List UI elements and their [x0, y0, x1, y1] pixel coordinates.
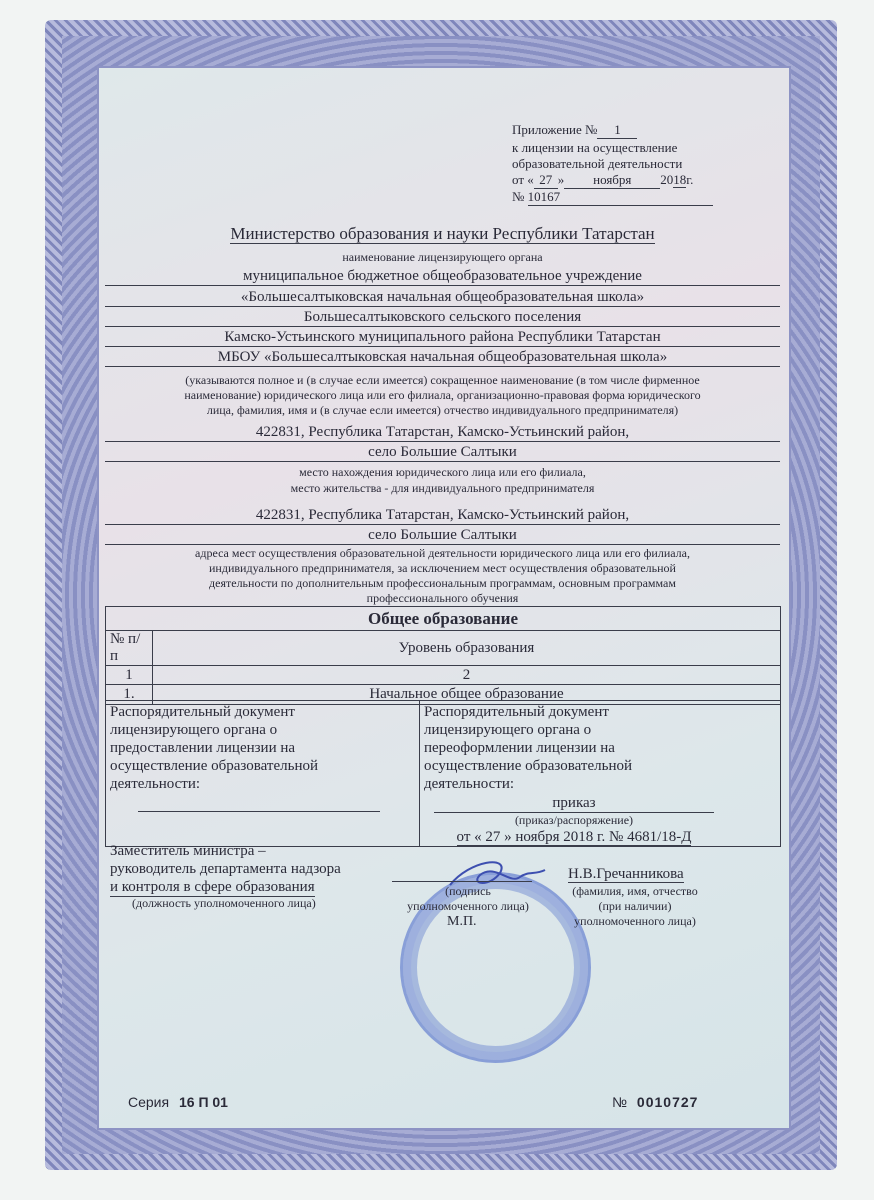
organization-caption: лица, фамилия, имя и (в случае если имеется) отчество индивидуального предпринимателя): [206, 403, 679, 417]
signature-caption: [388, 884, 548, 914]
row-number: 1.: [106, 685, 153, 705]
doc-line: деятельности:: [424, 776, 515, 792]
location-line: 422831, Республика Татарстан, Камско-Устьинский район,: [105, 424, 780, 442]
licensing-authority: [105, 224, 780, 244]
position-line: руководитель департамента надзора: [110, 861, 341, 877]
appendix-line: к лицензии на осуществление: [512, 140, 678, 155]
form-number-label: №: [612, 1094, 628, 1110]
doc-line: осуществление образовательной: [110, 758, 318, 774]
doc-line: осуществление образовательной: [424, 758, 632, 774]
date-year: 18: [673, 172, 687, 187]
form-number: [612, 1094, 698, 1110]
appendix-number-value: 1: [597, 122, 637, 139]
organization-caption: (указываются полное и (в случае если имеется) сокращенное наименование (в том числе фирменное: [185, 373, 700, 387]
doc-line: деятельности:: [110, 776, 201, 792]
seal-label: М.П.: [447, 914, 477, 929]
organization-line: «Большесалтыковская начальная общеобразовательная школа»: [105, 289, 780, 307]
row-level: Начальное общее образование: [153, 685, 781, 705]
organization-line: МБОУ «Большесалтыковская начальная общеобразовательная школа»: [105, 349, 780, 367]
document-type-caption: (приказ/распоряжение): [514, 813, 634, 827]
authority-name: Министерство образования и науки Республики Татарстан: [230, 224, 655, 243]
blank-line: [138, 811, 380, 812]
caption-line: (фамилия, имя, отчество: [572, 884, 698, 898]
document-type: приказ: [434, 794, 714, 813]
location-line: село Большие Салтыки: [105, 444, 780, 462]
authority-caption: наименование лицензирующего органа: [342, 250, 543, 264]
date-prefix: от «: [512, 172, 534, 187]
organization-line: муниципальное бюджетное общеобразовательное учреждение: [105, 268, 780, 286]
position-line: и контроля в сфере образования: [110, 879, 315, 895]
appendix-number: [512, 122, 637, 139]
position-line: Заместитель министра –: [110, 843, 266, 859]
appendix-line: образовательной деятельности: [512, 156, 683, 171]
number-label: №: [512, 189, 525, 204]
location-caption: место жительства - для индивидуального предпринимателя: [290, 481, 595, 495]
name-caption: [555, 884, 715, 929]
header-level: Уровень образования: [153, 631, 781, 666]
location-caption: место нахождения юридического лица или его филиала,: [299, 465, 586, 479]
organization-caption: наименование) юридического лица или его филиала, организационно-правовая форма юридического: [184, 388, 701, 402]
index-cell: 1: [106, 666, 153, 685]
doc-line: лицензирующего органа о: [424, 722, 592, 738]
index-cell: 2: [153, 666, 781, 685]
activity-address-line: 422831, Республика Татарстан, Камско-Устьинский район,: [105, 507, 780, 525]
organization-line: Камско-Устьинского муниципального района Республики Татарстан: [105, 329, 780, 347]
grant-document-cell: [106, 701, 420, 847]
doc-line: предоставлении лицензии на: [110, 740, 296, 756]
education-table: [105, 606, 781, 705]
activity-address-caption: индивидуального предпринимателя, за исключением мест осуществления образовательной: [209, 561, 676, 575]
signatory-position: [110, 842, 341, 897]
signature-line: [392, 881, 532, 882]
caption-line: (подпись: [445, 884, 491, 898]
activity-address-caption: адреса мест осуществления образовательной деятельности юридического лица или его филиала,: [195, 546, 690, 560]
documents-table: [105, 700, 781, 847]
doc-line: Распорядительный документ: [424, 704, 609, 720]
organization-line: Большесалтыковского сельского поселения: [105, 309, 780, 327]
appendix-label: Приложение №: [512, 122, 598, 137]
series-value: 16 П 01: [178, 1094, 228, 1110]
date-month: ноября: [564, 172, 660, 189]
license-number: [512, 189, 713, 206]
position-caption: (должность уполномоченного лица): [132, 896, 316, 910]
date-mid: »: [557, 172, 565, 187]
signatory-name: Н.В.Гречанникова: [568, 866, 684, 882]
caption-line: уполномоченного лица): [574, 914, 696, 928]
series-label: Серия: [128, 1094, 170, 1110]
appendix-date: [512, 172, 693, 189]
form-number-value: 0010727: [636, 1094, 699, 1110]
doc-line: лицензирующего органа о: [110, 722, 278, 738]
header-number: № п/п: [106, 631, 153, 666]
caption-line: уполномоченного лица): [407, 899, 529, 913]
activity-address-caption: деятельности по дополнительным профессиональным программам, основным программам: [209, 576, 676, 590]
date-day: 27: [534, 172, 558, 189]
order-date-number: от « 27 » ноября 2018 г. № 4681/18-Д: [456, 829, 692, 845]
education-table-title: Общее образование: [106, 607, 781, 631]
activity-address-caption: профессионального обучения: [366, 591, 519, 605]
doc-line: переоформлении лицензии на: [424, 740, 615, 756]
license-number-value: 10167: [528, 189, 713, 206]
reissue-document-cell: [420, 701, 781, 847]
year-prefix: 20: [660, 172, 674, 187]
doc-line: Распорядительный документ: [110, 704, 295, 720]
year-suffix: г.: [686, 172, 694, 187]
activity-address-line: село Большие Салтыки: [105, 527, 780, 545]
caption-line: (при наличии): [598, 899, 672, 913]
form-series: [128, 1094, 228, 1110]
